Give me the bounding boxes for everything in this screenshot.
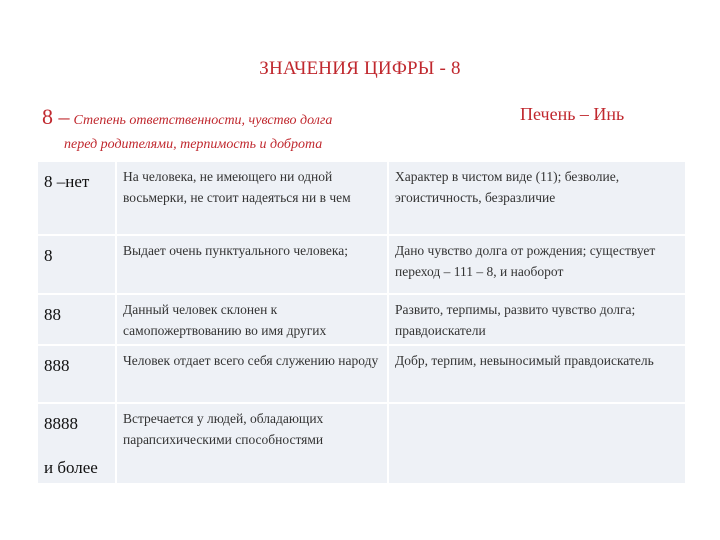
- table-row: [37, 161, 686, 235]
- row-description: На человека, не имеющего ни одной восьмерки, не стоит надеяться ни в чем: [116, 161, 388, 235]
- row-key-extra: и более: [44, 458, 98, 477]
- row-trait: Дано чувство долга от рождения; существует переход – 111 – 8, и наоборот: [388, 235, 686, 294]
- subheading-line-1: Степень ответственности, чувство долга: [73, 113, 333, 128]
- row-description: Выдает очень пунктуального человека;: [116, 235, 388, 294]
- table-row: [37, 345, 686, 403]
- meanings-table: [36, 160, 687, 485]
- row-key: 8: [37, 235, 116, 294]
- row-key: 88: [37, 294, 116, 345]
- table-row: [37, 294, 686, 345]
- slide-title: ЗНАЧЕНИЯ ЦИФРЫ - 8: [259, 58, 461, 79]
- row-description: Человек отдает всего себя служению народу: [116, 345, 388, 403]
- row-trait: [388, 403, 686, 484]
- row-key-cell: [37, 403, 116, 484]
- subheading-left: [42, 104, 382, 156]
- row-description: Встречается у людей, обладающих парапсихическими способностями: [116, 403, 388, 484]
- row-trait: Развито, терпимы, развито чувство долга; правдоискатели: [388, 294, 686, 345]
- row-key: 8 –нет: [37, 161, 116, 235]
- subheading-line-2: перед родителями, терпимость и доброта: [64, 137, 323, 152]
- meanings-table-container: [36, 160, 685, 485]
- subheading-right: Печень – Инь: [520, 104, 625, 124]
- row-key: 888: [37, 345, 116, 403]
- subheading-number: 8 –: [42, 104, 70, 129]
- row-trait: Характер в чистом виде (11); безволие, эгоистичность, безразличие: [388, 161, 686, 235]
- table-row: [37, 403, 686, 484]
- table-row: [37, 235, 686, 294]
- row-key: 8888: [44, 414, 78, 433]
- row-description: Данный человек склонен к самопожертвованию во имя других: [116, 294, 388, 345]
- row-trait: Добр, терпим, невыносимый правдоискатель: [388, 345, 686, 403]
